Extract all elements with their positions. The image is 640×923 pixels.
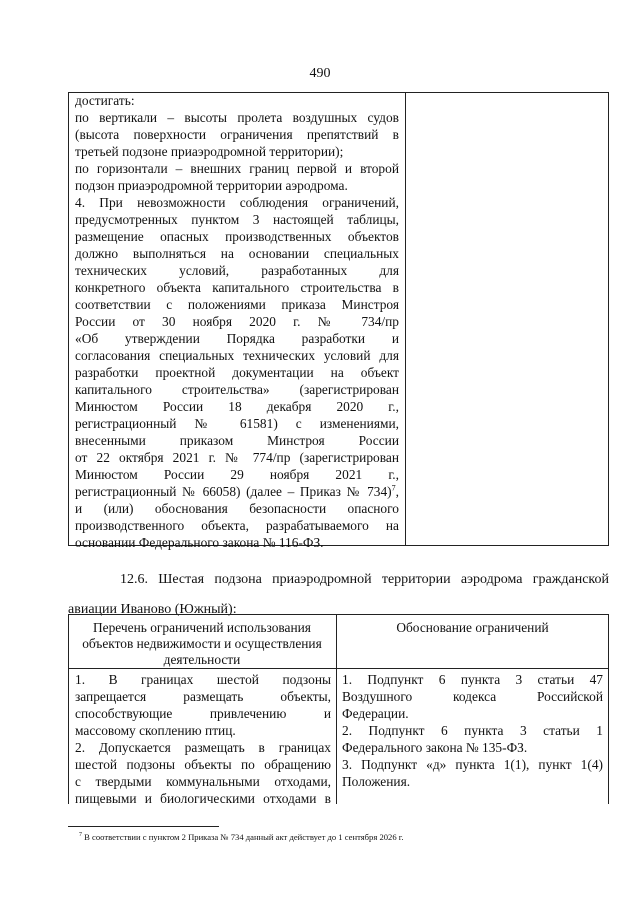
top-table-text-line: от 22 октября 2021 г. № 774/пр (зарегистрирован [75, 450, 399, 465]
top-table-text-line: подзон приаэродромной территории аэродрома. [75, 178, 348, 193]
justification-text-line: 1. Подпункт 6 пункта 3 статьи 47 [342, 672, 603, 687]
top-table-text-line: основании Федерального закона № 116-ФЗ. [75, 535, 324, 550]
restrictions-table-header-rule [68, 668, 609, 669]
justification-text-line: Положения. [342, 774, 411, 789]
restrictions-text-line: массовому скоплению птиц. [75, 723, 236, 738]
restrictions-text-line: 1. В границах шестой подзоны [75, 672, 331, 687]
restrictions-text-line: шестой подзоны объекты по обращению [75, 757, 331, 772]
justification-text-line: Воздушного кодекса Российской [342, 689, 603, 704]
top-table-text-line: конкретного объекта капитального строительства в [75, 280, 399, 295]
restrictions-cell [75, 671, 331, 807]
top-table-text-line: регистрационный № 66058) (далее – Приказ № 734)$^7$, [75, 483, 399, 499]
justification-text-line: Федерации. [342, 706, 409, 721]
column-header-justification: Обоснование ограничений [396, 620, 549, 635]
top-table-text-line: капитального строительства» (зарегистрирован [75, 382, 399, 397]
justification-text-line: 3. Подпункт «д» пункта 1(1), пункт 1(4) [342, 757, 603, 772]
top-table-text-line: производственного объекта, разрабатываемого на [75, 518, 399, 533]
restrictions-text-line: с твердыми коммунальными отходами, [75, 774, 331, 789]
top-table-text-line: и (или) обоснования безопасности опасного [75, 501, 399, 516]
footnote-reference: 7 [391, 483, 396, 493]
footnote [79, 832, 599, 843]
top-table-text-line: согласования специальных технических условий для [75, 348, 399, 363]
section-heading-line-1: 12.6. Шестая подзона приаэродромной территории аэродрома гражданской [120, 572, 609, 587]
justification-text-line: 2. Подпункт 6 пункта 3 статьи 1 [342, 723, 603, 738]
justification-text-line: Федерального закона № 135-ФЗ. [342, 740, 528, 755]
top-table-text-line: достигать: [75, 93, 135, 108]
top-table-left-cell [75, 92, 399, 551]
restrictions-table-column-divider [336, 614, 337, 804]
restrictions-text-line: запрещается размещать объекты, [75, 689, 331, 704]
page-number: 490 [309, 66, 331, 81]
top-table-text-line: Минюстом России 29 ноября 2021 г., [75, 467, 399, 482]
top-table-text-line: регистрационный № 61581) с изменениями, [75, 416, 399, 431]
top-table-text-line: «Об утверждении Порядка разработки и [75, 331, 399, 346]
column-header-restrictions: Перечень ограничений использования объектов недвижимости и осуществления деятельности [82, 620, 322, 667]
top-table-text-line: третьей подзоне приаэродромной территории); [75, 144, 344, 159]
top-table-text-line: внесенными приказом Минстроя России [75, 433, 399, 448]
justification-cell [342, 671, 603, 790]
top-table-text-line: предусмотренных пунктом 3 настоящей таблицы, [75, 212, 399, 227]
footnote-text: В соответствии с пунктом 2 Приказа № 734 данный акт действует до 1 сентября 2026 г. [84, 832, 404, 842]
top-table-text-line: размещение опасных производственных объектов [75, 229, 399, 244]
top-table-text-line: технических условий, разработанных для [75, 263, 399, 278]
restrictions-text-line: 2. Допускается размещать в границах [75, 740, 331, 755]
top-table-text-line: по вертикали – высоты пролета воздушных судов [75, 110, 399, 125]
restrictions-text-line: пищевыми и биологическими отходами в [75, 791, 331, 806]
footnote-marker: 7 [79, 832, 82, 839]
top-table-text-line: по горизонтали – внешних границ первой и второй [75, 161, 399, 176]
restrictions-text-line: способствующие привлечению и [75, 706, 331, 721]
top-table-text-line: России от 30 ноября 2020 г. № 734/пр [75, 314, 399, 329]
top-table-text-line: должно выполняться на основании специальных [75, 246, 399, 261]
top-table-text-line: (высота поверхности ограничения препятствий в [75, 127, 399, 142]
top-table-text-line: разработки проектной документации на объект [75, 365, 399, 380]
top-table-text-line: соответствии с положениями приказа Минстроя [75, 297, 399, 312]
section-heading-line-2: авиации Иваново (Южный): [68, 602, 237, 617]
footnote-separator [68, 826, 219, 827]
top-table-column-divider [405, 92, 406, 546]
top-table-text-line: 4. При невозможности соблюдения ограничений, [75, 195, 399, 210]
top-table-text-line: Минюстом России 18 декабря 2020 г., [75, 399, 399, 414]
